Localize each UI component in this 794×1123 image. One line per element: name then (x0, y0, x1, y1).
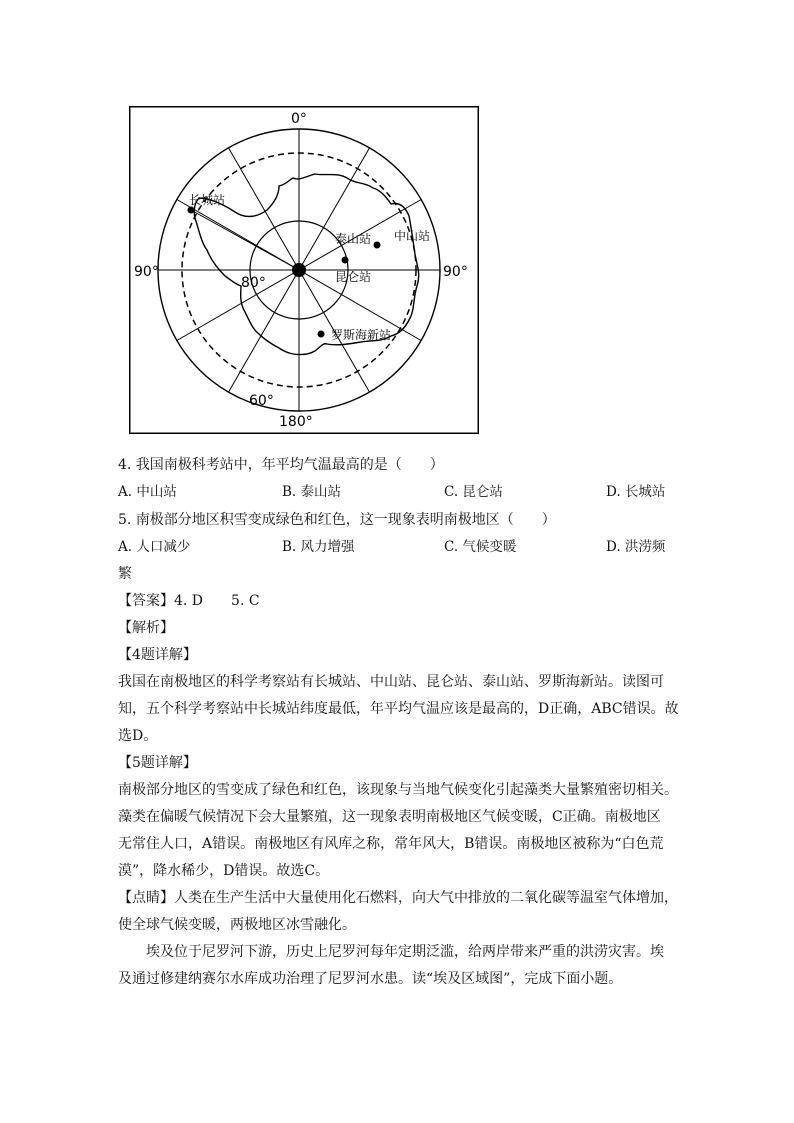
station-taishan-dot (342, 257, 349, 264)
detail5-line: 藻类在偏暖气候情况下会大量繁殖，这一现象表明南极地区气候变暖，C正确。南极地区 (118, 809, 661, 825)
q4-option-a: A. 中山站 (118, 484, 177, 500)
antarctica-map (129, 106, 479, 434)
dianjing-line: 使全球气候变暖，两极地区冰雪融化。 (118, 917, 356, 933)
label-60: 60° (249, 393, 274, 409)
label-0: 0° (291, 111, 307, 127)
q4-stem: 4. 我国南极科考站中，年平均气温最高的是（ ） (118, 457, 444, 473)
q5-option-d-wrap: 繁 (118, 566, 132, 582)
label-taishan: 泰山站 (335, 232, 372, 246)
south-pole-dot (292, 263, 306, 277)
q5-stem: 5. 南极部分地区积雪变成绿色和红色，这一现象表明南极地区（ ） (118, 512, 556, 528)
label-luosihai: 罗斯海新站 (331, 328, 392, 342)
q5-option-c: C. 气候变暖 (444, 539, 517, 555)
q4-option-c: C. 昆仑站 (444, 484, 503, 500)
label-zhongshan: 中山站 (394, 229, 431, 243)
label-90-left: 90° (134, 264, 159, 280)
detail4-line: 我国在南极地区的科学考察站有长城站、中山站、昆仑站、泰山站、罗斯海新站。读图可 (118, 674, 664, 690)
detail5-line: 南极部分地区的雪变成了绿色和红色，该现象与当地气候变化引起藻类大量繁殖密切相关。 (118, 782, 678, 798)
detail4-line: 选D。 (118, 728, 158, 744)
detail4-heading: 【4题详解】 (118, 647, 197, 663)
q4-option-b: B. 泰山站 (282, 484, 342, 500)
q5-option-a: A. 人口减少 (118, 539, 191, 555)
dianjing-line: 【点睛】人类在生产生活中大量使用化石燃料，向大气中排放的二氧化碳等温室气体增加， (118, 890, 678, 906)
detail5-heading: 【5题详解】 (118, 755, 197, 771)
label-180: 180° (279, 414, 313, 430)
antarctica-map-svg (129, 106, 479, 434)
intro-line: 埃及位于尼罗河下游，历史上尼罗河每年定期泛滥，给两岸带来严重的洪涝灾害。埃 (118, 944, 664, 960)
station-luosihai-dot (318, 331, 325, 338)
station-changcheng-dot (188, 207, 195, 214)
label-90-right: 90° (443, 264, 468, 280)
detail5-line: 漠”，降水稀少，D错误。故选C。 (118, 863, 330, 879)
label-80: 80° (241, 275, 266, 291)
analysis-heading: 【解析】 (118, 620, 174, 636)
detail4-line: 知，五个科学考察站中长城站纬度最低，年平均气温应该是最高的，D正确，ABC错误。故 (118, 701, 679, 717)
q5-option-d: D. 洪涝频 (606, 539, 666, 555)
detail5-line: 无常住人口，A错误。南极地区有风库之称，常年风大，B错误。南极地区被称为“白色荒 (118, 836, 664, 852)
label-changcheng: 长城站 (189, 193, 226, 207)
intro-line: 及通过修建纳赛尔水库成功治理了尼罗河水患。读“埃及区域图”，完成下面小题。 (118, 971, 623, 987)
answer-line: 【答案】4. D 5. C (118, 593, 260, 609)
q5-option-b: B. 风力增强 (282, 539, 355, 555)
label-kunlun: 昆仑站 (335, 270, 372, 284)
station-zhongshan-dot (374, 242, 381, 249)
q4-option-d: D. 长城站 (606, 484, 666, 500)
